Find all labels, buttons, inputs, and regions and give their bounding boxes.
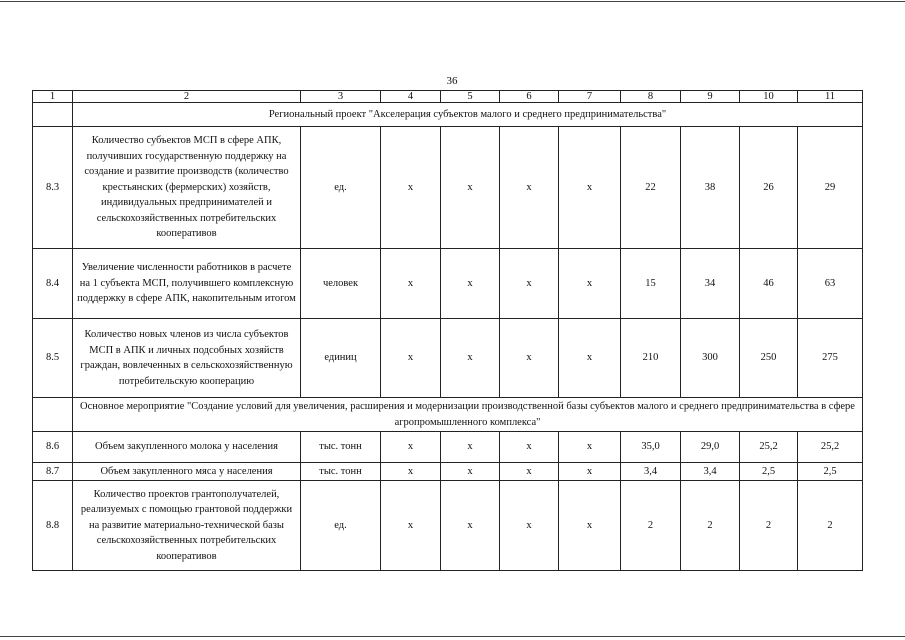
value-cell: x [559,463,621,481]
unit-cell: тыс. тонн [301,432,381,463]
indicator-name: Объем закупленного молока у населения [73,432,301,463]
table-row [33,481,863,571]
value-cell: x [441,127,500,249]
header-cell: 4 [381,91,441,103]
value-cell: 2 [798,481,863,571]
header-cell: 11 [798,91,863,103]
row-number: 8.3 [33,127,73,249]
value-cell: 26 [740,127,798,249]
top-rule [0,1,905,2]
row-number: 8.4 [33,249,73,319]
value-cell: 38 [681,127,740,249]
header-cell: 10 [740,91,798,103]
value-cell: x [381,127,441,249]
value-cell: x [381,463,441,481]
value-cell: x [441,432,500,463]
value-cell: x [441,249,500,319]
value-cell: x [500,463,559,481]
value-cell: 300 [681,319,740,398]
header-cell: 9 [681,91,740,103]
bottom-rule [0,636,905,637]
value-cell: 25,2 [740,432,798,463]
value-cell: 29,0 [681,432,740,463]
value-cell: 22 [621,127,681,249]
value-cell: 3,4 [621,463,681,481]
unit-cell: ед. [301,481,381,571]
indicator-name: Количество проектов грантополучателей, реализуемых с помощью грантовой поддержки на развитие материально-технической базы сельскохозяйственных потребительских кооперативов [73,481,301,571]
value-cell: x [559,319,621,398]
value-cell: x [441,481,500,571]
row-number: 8.5 [33,319,73,398]
value-cell: x [441,463,500,481]
value-cell: x [559,432,621,463]
unit-cell: ед. [301,127,381,249]
value-cell: 2,5 [740,463,798,481]
section-row [33,398,863,432]
section-row [33,103,863,127]
indicator-name: Увеличение численности работников в расчете на 1 субъекта МСП, получившего комплексную поддержку в сфере АПК, накопительным итогом [73,249,301,319]
table-row [33,319,863,398]
value-cell: 3,4 [681,463,740,481]
value-cell: x [559,481,621,571]
value-cell: x [381,249,441,319]
indicator-name: Количество субъектов МСП в сфере АПК, получивших государственную поддержку на создание и развитие производств (количество крестьянских (фермерских) хозяйств, индивидуальных предпринимателей и сельскохозяйственных потребительских кооперативов [73,127,301,249]
table-row [33,432,863,463]
value-cell: 25,2 [798,432,863,463]
unit-cell: тыс. тонн [301,463,381,481]
value-cell: 34 [681,249,740,319]
header-cell: 6 [500,91,559,103]
value-cell: x [500,319,559,398]
value-cell: x [559,249,621,319]
empty-cell [33,398,73,432]
header-cell: 1 [33,91,73,103]
value-cell: x [381,319,441,398]
value-cell: x [500,481,559,571]
value-cell: 275 [798,319,863,398]
value-cell: x [441,319,500,398]
value-cell: 29 [798,127,863,249]
unit-cell: единиц [301,319,381,398]
table-row [33,127,863,249]
indicator-table [32,90,863,571]
header-cell: 2 [73,91,301,103]
value-cell: 46 [740,249,798,319]
header-cell: 3 [301,91,381,103]
value-cell: 15 [621,249,681,319]
header-row [33,91,863,103]
unit-cell: человек [301,249,381,319]
header-cell: 7 [559,91,621,103]
value-cell: x [559,127,621,249]
row-number: 8.6 [33,432,73,463]
value-cell: 2 [621,481,681,571]
value-cell: 2 [740,481,798,571]
row-number: 8.8 [33,481,73,571]
value-cell: x [500,127,559,249]
indicator-name: Количество новых членов из числа субъектов МСП в АПК и личных подсобных хозяйств граждан, вовлеченных в сельскохозяйственную потребительскую кооперацию [73,319,301,398]
value-cell: x [381,432,441,463]
value-cell: x [500,249,559,319]
header-cell: 8 [621,91,681,103]
page-number: 36 [446,75,458,87]
section-main-measure: Основное мероприятие "Создание условий для увеличения, расширения и модернизации производственной базы субъектов малого и среднего предпринимательства в сфере агропромышленного комплекса" [73,398,863,432]
value-cell: 2,5 [798,463,863,481]
value-cell: 210 [621,319,681,398]
value-cell: 35,0 [621,432,681,463]
indicator-name: Объем закупленного мяса у населения [73,463,301,481]
row-number: 8.7 [33,463,73,481]
value-cell: x [381,481,441,571]
table-row [33,249,863,319]
header-cell: 5 [441,91,500,103]
table-row [33,463,863,481]
section-regional-project: Региональный проект "Акселерация субъектов малого и среднего предпринимательства" [73,103,863,127]
empty-cell [33,103,73,127]
value-cell: 63 [798,249,863,319]
value-cell: 250 [740,319,798,398]
value-cell: x [500,432,559,463]
value-cell: 2 [681,481,740,571]
